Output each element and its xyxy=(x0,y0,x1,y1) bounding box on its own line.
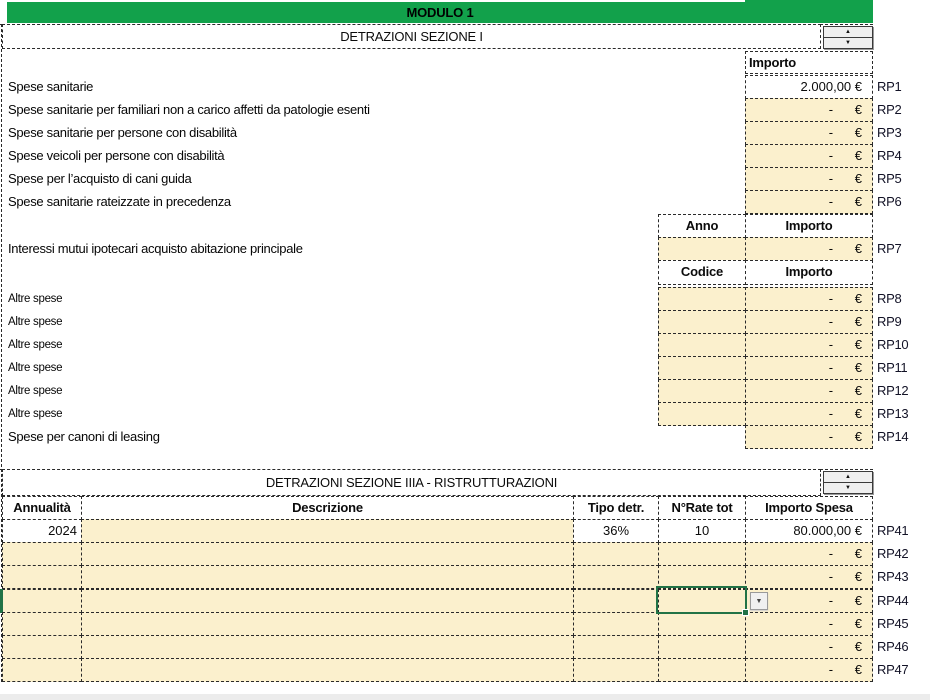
cell-importo-rp5[interactable]: - € xyxy=(745,167,873,191)
cell-importo-rp41[interactable]: 80.000,00 € xyxy=(745,519,873,543)
cell-importo-rp3[interactable]: - € xyxy=(745,121,873,145)
cell-codice-rp8[interactable] xyxy=(658,287,746,311)
row-code-rp5: RP5 xyxy=(877,171,902,186)
n-rate-column-header: N°Rate tot xyxy=(658,496,746,520)
cell-importo-rp1[interactable]: 2.000,00 € xyxy=(745,75,873,99)
row-label-rp13: Altre spese xyxy=(8,408,63,420)
selected-cell-outline[interactable] xyxy=(656,586,747,614)
row-code-rp1: RP1 xyxy=(877,79,902,94)
section3a-title: DETRAZIONI SEZIONE IIIA - RISTRUTTURAZIONI xyxy=(2,469,821,496)
tipo-detr-column-header: Tipo detr. xyxy=(573,496,659,520)
cell-codice-rp10[interactable] xyxy=(658,333,746,357)
row-code-rp11: RP11 xyxy=(877,360,908,375)
window-bottom-edge xyxy=(0,694,930,700)
cell-importo-rp9[interactable]: - € xyxy=(745,310,873,334)
cell-importo-rp13[interactable]: - € xyxy=(745,402,873,426)
cell-importo-rp45[interactable]: - € xyxy=(745,612,873,636)
row-code-rp14: RP14 xyxy=(877,429,909,444)
row-label-rp7: Interessi mutui ipotecari acquisto abitazione principale xyxy=(8,241,303,256)
row-label-rp11: Altre spese xyxy=(8,362,63,374)
row-label-rp5: Spese per l’acquisto di cani guida xyxy=(8,171,192,186)
codice-column-header: Codice xyxy=(658,260,746,285)
section1-spinner xyxy=(823,26,873,49)
cell-annualita-rp47[interactable] xyxy=(2,658,82,682)
cell-importo-rp8[interactable]: - € xyxy=(745,287,873,311)
cell-importo-rp44[interactable]: - € xyxy=(745,589,873,613)
row-code-rp6: RP6 xyxy=(877,194,902,209)
spinner-down-button[interactable] xyxy=(823,482,873,494)
up-arrow-icon: ▲ xyxy=(845,29,851,35)
cell-importo-rp7[interactable]: - € xyxy=(745,237,873,261)
cell-annualita-rp41[interactable]: 2024 xyxy=(2,519,82,543)
row-code-rp3: RP3 xyxy=(877,125,902,140)
cell-descrizione-rp43[interactable] xyxy=(81,565,574,589)
cell-descrizione-rp41[interactable] xyxy=(81,519,574,543)
cell-codice-rp11[interactable] xyxy=(658,356,746,380)
cell-codice-rp12[interactable] xyxy=(658,379,746,403)
cell-rate-rp45[interactable] xyxy=(658,612,746,636)
cell-importo-rp42[interactable]: - € xyxy=(745,542,873,566)
row-code-rp8: RP8 xyxy=(877,291,902,306)
row-code-rp43: RP43 xyxy=(877,569,909,584)
selected-row-indicator xyxy=(0,589,3,613)
cell-anno-rp7[interactable] xyxy=(658,237,746,261)
row-label-rp2: Spese sanitarie per familiari non a carico affetti da patologie esenti xyxy=(8,102,370,117)
cell-rate-rp41[interactable]: 10 xyxy=(658,519,746,543)
spinner-down-button[interactable] xyxy=(823,37,873,49)
cell-importo-rp46[interactable]: - € xyxy=(745,635,873,659)
row-code-rp44: RP44 xyxy=(877,593,909,608)
row-label-rp6: Spese sanitarie rateizzate in precedenza xyxy=(8,194,231,209)
dropdown-arrow-icon: ▼ xyxy=(755,597,763,605)
cell-importo-rp4[interactable]: - € xyxy=(745,144,873,168)
cell-rate-rp47[interactable] xyxy=(658,658,746,682)
cell-tipo-rp41[interactable]: 36% xyxy=(573,519,659,543)
row-label-rp14: Spese per canoni di leasing xyxy=(8,429,160,444)
row-code-rp2: RP2 xyxy=(877,102,902,117)
cell-annualita-rp43[interactable] xyxy=(2,565,82,589)
module-banner: MODULO 1 xyxy=(7,2,873,23)
cell-codice-rp9[interactable] xyxy=(658,310,746,334)
section1-title: DETRAZIONI SEZIONE I xyxy=(2,24,821,49)
cell-tipo-rp45[interactable] xyxy=(573,612,659,636)
annualita-column-header: Annualità xyxy=(2,496,82,520)
row-code-rp12: RP12 xyxy=(877,383,909,398)
importo-column-header: Importo xyxy=(745,51,873,74)
row-code-rp13: RP13 xyxy=(877,406,909,421)
cell-rate-rp46[interactable] xyxy=(658,635,746,659)
cell-rate-rp42[interactable] xyxy=(658,542,746,566)
cell-tipo-rp42[interactable] xyxy=(573,542,659,566)
section3a-spinner xyxy=(823,471,873,494)
row-label-rp3: Spese sanitarie per persone con disabilità xyxy=(8,125,237,140)
cell-descrizione-rp42[interactable] xyxy=(81,542,574,566)
selection-fill-handle[interactable] xyxy=(742,609,749,616)
cell-importo-rp11[interactable]: - € xyxy=(745,356,873,380)
cell-dropdown-button[interactable] xyxy=(750,592,768,610)
cell-importo-rp12[interactable]: - € xyxy=(745,379,873,403)
row-code-rp47: RP47 xyxy=(877,662,909,677)
cell-descrizione-rp46[interactable] xyxy=(81,635,574,659)
cell-codice-rp13[interactable] xyxy=(658,402,746,426)
cell-importo-rp2[interactable]: - € xyxy=(745,98,873,122)
importo-altre-column-header: Importo xyxy=(745,260,873,285)
row-code-rp9: RP9 xyxy=(877,314,902,329)
importo-spesa-column-header: Importo Spesa xyxy=(745,496,873,520)
row-label-rp10: Altre spese xyxy=(8,339,63,351)
cell-descrizione-rp45[interactable] xyxy=(81,612,574,636)
row-code-rp7: RP7 xyxy=(877,241,902,256)
cell-annualita-rp44[interactable] xyxy=(2,589,82,613)
row-code-rp4: RP4 xyxy=(877,148,902,163)
cell-tipo-rp47[interactable] xyxy=(573,658,659,682)
cell-importo-rp6[interactable]: - € xyxy=(745,190,873,214)
row-label-rp1: Spese sanitarie xyxy=(8,79,94,94)
row-code-rp45: RP45 xyxy=(877,616,909,631)
row-code-rp10: RP10 xyxy=(877,337,909,352)
cell-importo-rp10[interactable]: - € xyxy=(745,333,873,357)
cell-annualita-rp46[interactable] xyxy=(2,635,82,659)
down-arrow-icon: ▼ xyxy=(845,485,851,491)
cell-descrizione-rp44[interactable] xyxy=(81,589,574,613)
row-label-rp9: Altre spese xyxy=(8,316,63,328)
importo-mutui-column-header: Importo xyxy=(745,214,873,238)
cell-importo-rp14[interactable]: - € xyxy=(745,425,873,449)
row-code-rp41: RP41 xyxy=(877,523,909,538)
up-arrow-icon: ▲ xyxy=(845,474,851,480)
down-arrow-icon: ▼ xyxy=(845,40,851,46)
row-label-rp12: Altre spese xyxy=(8,385,63,397)
row-label-rp4: Spese veicoli per persone con disabilità xyxy=(8,148,225,163)
cell-tipo-rp44[interactable] xyxy=(573,589,659,613)
cell-descrizione-rp47[interactable] xyxy=(81,658,574,682)
row-code-rp46: RP46 xyxy=(877,639,909,654)
cell-tipo-rp46[interactable] xyxy=(573,635,659,659)
row-label-rp8: Altre spese xyxy=(8,293,63,305)
cell-importo-rp43[interactable]: - € xyxy=(745,565,873,589)
descrizione-column-header: Descrizione xyxy=(81,496,574,520)
cell-tipo-rp43[interactable] xyxy=(573,565,659,589)
cell-annualita-rp45[interactable] xyxy=(2,612,82,636)
cell-importo-rp47[interactable]: - € xyxy=(745,658,873,682)
cell-annualita-rp42[interactable] xyxy=(2,542,82,566)
anno-column-header: Anno xyxy=(658,214,746,238)
row-code-rp42: RP42 xyxy=(877,546,909,561)
